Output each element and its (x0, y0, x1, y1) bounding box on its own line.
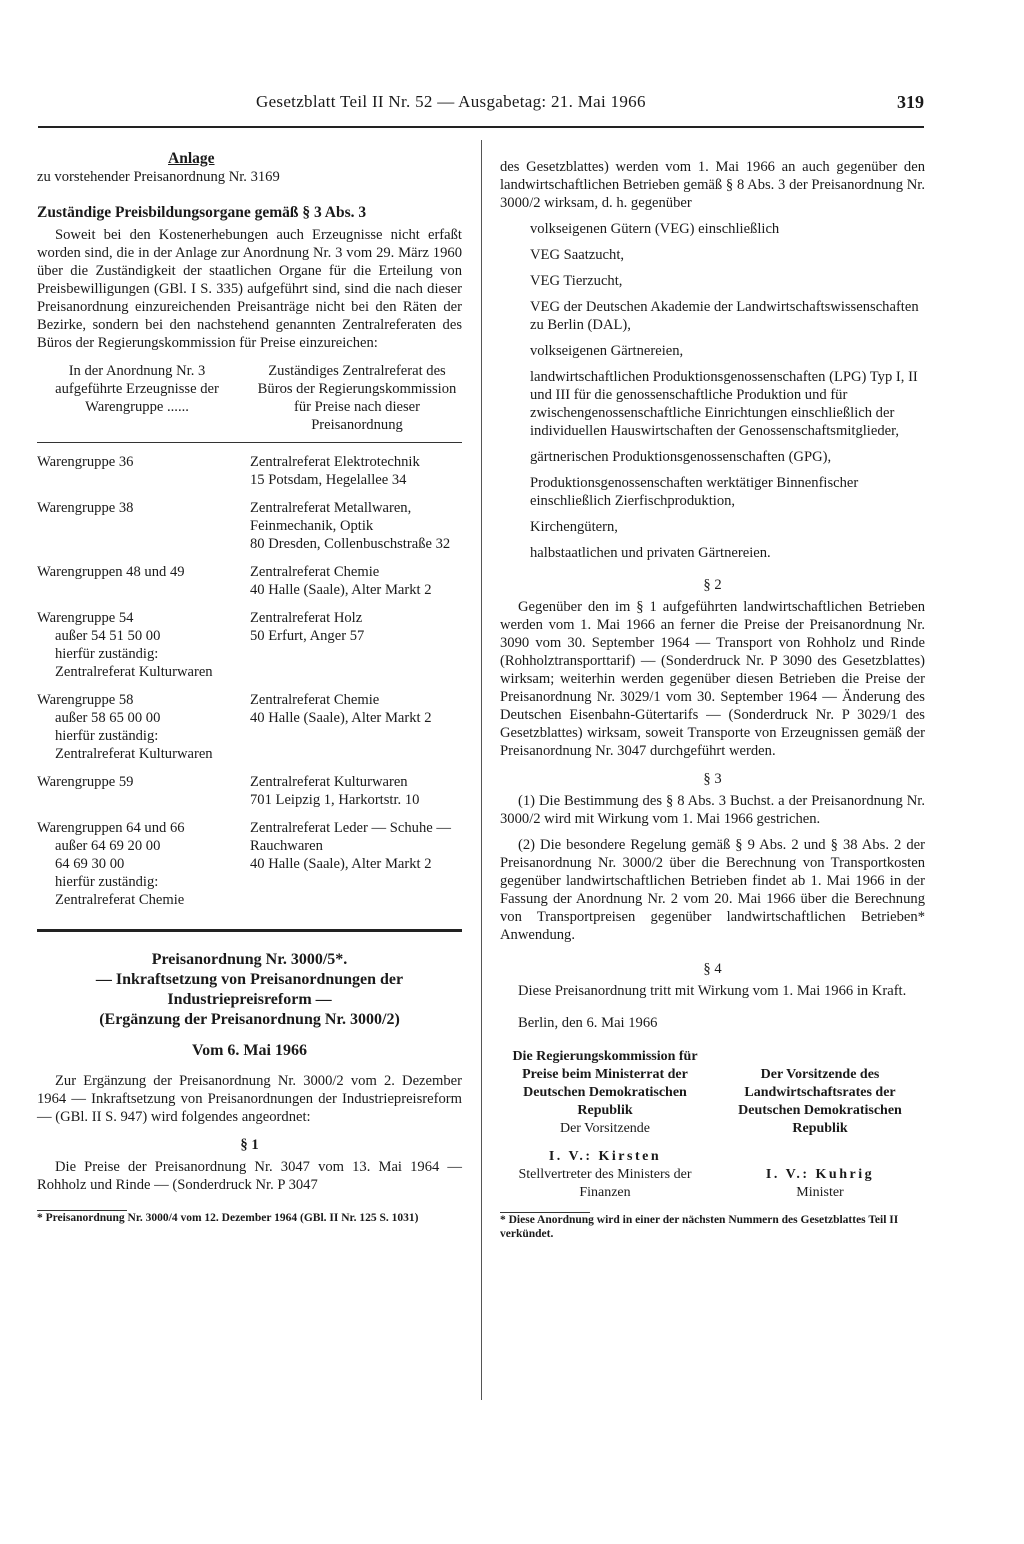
signature-left (500, 1048, 710, 1202)
warengruppe-label: Warengruppe 54 (37, 610, 134, 626)
list-item: volkseigenen Gärtnereien, (530, 343, 684, 359)
warengruppe-label: Warengruppen 64 und 66 (37, 820, 185, 836)
left-column (37, 150, 462, 1225)
section-1-sign: § 1 (240, 1137, 259, 1153)
warengruppe-cell (37, 691, 250, 763)
signature-right-authority: Der Vorsitzende des Landwirtschaftsrates der Deutschen Demokratischen Republik (738, 1067, 902, 1136)
signature-left-authority: Die Regierungskommission für Preise beim Ministerrat der Deutschen Demokratischen Republik (512, 1049, 698, 1118)
zentralreferat-cell: Zentralreferat Kulturwaren 701 Leipzig 1, Harkortstr. 10 (250, 774, 420, 808)
page-number: 319 (897, 92, 924, 112)
list-item: gärtnerischen Produktionsgenossenschaften (GPG), (530, 449, 832, 465)
header-title: Gesetzblatt Teil II Nr. 52 — Ausgabetag: 21. Mai 1966 (256, 92, 646, 111)
signature-right-name: I. V.: Kuhrig (765, 1167, 875, 1182)
warengruppe-label: Warengruppe 59 (37, 774, 134, 790)
list-item: VEG Tierzucht, (530, 273, 623, 289)
table-row (37, 819, 462, 909)
warengruppe-label: Warengruppen 48 und 49 (37, 564, 185, 580)
warengruppe-exception: außer 58 65 00 00 hierfür zuständig: Zentralreferat Kulturwaren (55, 710, 213, 762)
table-row (37, 453, 462, 489)
section-2-text: Gegenüber den im § 1 aufgeführten landwirtschaftlichen Betrieben werden vom 1. Mai 1966 an ferner die Preise der Preisanordnung Nr. 3090 vom 30. September 1964 — Transport von Rohholz und Rinde (Rohholztransporttarif) — (Sonderdruck Nr. P 3090 des Gesetzblattes) wirksam; weiterhin werden gegenüber diesen Betrieben die Preise der Preisanordnung Nr. 3029/1 vom 30. September 1964 — Änderung des Deutschen Eisenbahn-Gütertarifs — (Sonderdruck Nr. P 3029/1 des Gesetzblattes) wirksam, soweit Transporte von Erzeugnissen gemäß der Preisanordnung Nr. 3047 durchgeführt werden. (500, 599, 925, 759)
list-item: Kirchengütern, (530, 519, 618, 535)
beneficiary-list (500, 220, 925, 562)
list-item: Produktionsgenossenschaften werktätiger Binnenfischer einschließlich Zierfischproduktion, (530, 475, 859, 509)
table-row (37, 563, 462, 599)
zentralreferat-cell: Zentralreferat Chemie 40 Halle (Saale), Alter Markt 2 (250, 564, 432, 598)
zentralreferat-cell: Zentralreferat Chemie 40 Halle (Saale), Alter Markt 2 (250, 692, 432, 726)
warengruppe-exception: außer 54 51 50 00 hierfür zuständig: Zentralreferat Kulturwaren (55, 628, 213, 680)
po-title-1: Preisanordnung Nr. 3000/5*. (151, 951, 348, 968)
warengruppe-cell (37, 499, 250, 553)
signature-left-role: Der Vorsitzende (559, 1121, 651, 1136)
warengruppe-cell (37, 563, 250, 599)
section-2-sign: § 2 (703, 577, 722, 593)
section-4-text: Diese Preisanordnung tritt mit Wirkung vom 1. Mai 1966 in Kraft. (518, 983, 907, 999)
table-row (37, 691, 462, 763)
list-item: volkseigenen Gütern (VEG) einschließlich (530, 221, 780, 237)
section-rule (37, 929, 462, 932)
signature-left-title: Stellvertreter des Ministers der Finanzen (518, 1167, 692, 1200)
warengruppe-cell (37, 609, 250, 681)
warengruppe-label: Warengruppe 38 (37, 500, 134, 516)
po-title-3: (Ergänzung der Preisanordnung Nr. 3000/2) (99, 1011, 400, 1028)
continuation-paragraph: des Gesetzblattes) werden vom 1. Mai 1966 an auch gegenüber den landwirtschaftlichen Betrieben gemäß § 8 Abs. 3 der Preisanordnung Nr. 3000/2 wirksam, d. h. gegenüber (500, 159, 925, 211)
signature-left-name: I. V.: Kirsten (548, 1149, 662, 1164)
warengruppe-exception: außer 64 69 20 00 64 69 30 00 hierfür zuständig: Zentralreferat Chemie (55, 838, 185, 908)
section-4-sign: § 4 (703, 961, 722, 977)
section-heading: Zuständige Preisbildungsorgane gemäß § 3 Abs. 3 (37, 204, 367, 221)
list-item: VEG der Deutschen Akademie der Landwirtschaftswissenschaften zu Berlin (DAL), (530, 299, 919, 333)
table-header (37, 362, 462, 443)
signatures (500, 1048, 925, 1202)
zentralreferat-cell: Zentralreferat Metallwaren, Feinmechanik, Optik 80 Dresden, Collenbuschstraße 32 (250, 500, 451, 552)
warengruppe-cell (37, 453, 250, 489)
list-item: landwirtschaftlichen Produktionsgenossenschaften (LPG) Typ I, II und III für die genossenschaftliche Produktion und für zwischengenossenschaftliche Einrichtungen einschließlich der individuellen Hauswirtschaften der Genossenschaftsmitglieder, (530, 369, 918, 439)
table-row (37, 773, 462, 809)
po-title-2: — Inkraftsetzung von Preisanordnungen der Industriepreisreform — (95, 971, 404, 1008)
po-intro: Zur Ergänzung der Preisanordnung Nr. 3000/2 vom 2. Dezember 1964 — Inkraftsetzung von Preisanordnungen der Industriepreisreform — (GBl. II S. 947) wird folgendes angeordnet: (37, 1073, 462, 1125)
right-column (500, 158, 925, 1241)
anlage-subtitle: zu vorstehender Preisanordnung Nr. 3169 (37, 169, 280, 185)
table-header-right: Zuständiges Zentralreferat des Büros der Regierungskommission für Preise nach dieser Preisanordnung (257, 363, 457, 433)
zentralreferat-cell: Zentralreferat Holz 50 Erfurt, Anger 57 (250, 610, 365, 644)
warengruppe-cell (37, 819, 250, 909)
signature-right-title: Minister (796, 1185, 844, 1200)
right-footnote: * Diese Anordnung wird in einer der nächsten Nummern des Gesetzblattes Teil II verkündet. (500, 1214, 899, 1240)
section-3-sign: § 3 (703, 771, 722, 787)
table-row (37, 609, 462, 681)
po-date: Vom 6. Mai 1966 (192, 1042, 307, 1059)
signature-right (715, 1048, 925, 1202)
section-1-text: Die Preise der Preisanordnung Nr. 3047 vom 13. Mai 1964 — Rohholz und Rinde — (Sonderdruck Nr. P 3047 (37, 1159, 462, 1193)
left-footnote: * Preisanordnung Nr. 3000/4 vom 12. Dezember 1964 (GBl. II Nr. 125 S. 1031) (37, 1212, 419, 1224)
warengruppe-label: Warengruppe 58 (37, 692, 134, 708)
section-3-para-2: (2) Die besondere Regelung gemäß § 9 Abs. 2 und § 38 Abs. 2 der Preisanordnung Nr. 3000/2 über die Berechnung von Transportkosten gegenüber landwirtschaftlichen Betrieben findet ab 1. Mai 1966 in der Fassung der Anordnung Nr. 2 vom 20. Mai 1966 über die Berechnung von Transportpreisen gegenüber landwirtschaftlichen Betrieben* Anwendung. (500, 837, 925, 943)
intro-paragraph: Soweit bei den Kostenerhebungen auch Erzeugnisse nicht erfaßt worden sind, die in der Anlage zur Anordnung Nr. 3 vom 29. März 1960 über die Zuständigkeit der staatlichen Organe für die Erteilung von Preisbewilligungen (GBl. I S. 335) aufgeführt sind, sind die nach dieser Preisanordnung einzureichenden Preisanträge nicht bei den Räten der Bezirke, sondern bei den nachstehend genannten Zentralreferaten des Büros der Regierungskommission für Preise einzureichen: (37, 227, 462, 351)
place-date: Berlin, den 6. Mai 1966 (518, 1015, 658, 1031)
warengruppe-label: Warengruppe 36 (37, 454, 134, 470)
anlage-heading: Anlage (168, 150, 215, 167)
list-item: halbstaatlichen und privaten Gärtnereien. (530, 545, 771, 561)
section-3-para-1: (1) Die Bestimmung des § 8 Abs. 3 Buchst. a der Preisanordnung Nr. 3000/2 wird mit Wirkung vom 1. Mai 1966 gestrichen. (500, 793, 925, 827)
table-row (37, 499, 462, 553)
zentralreferat-cell: Zentralreferat Elektrotechnik 15 Potsdam, Hegelallee 34 (250, 454, 420, 488)
table-body (37, 453, 462, 909)
page-header (38, 92, 924, 128)
list-item: VEG Saatzucht, (530, 247, 625, 263)
zentralreferat-cell: Zentralreferat Leder — Schuhe — Rauchwaren 40 Halle (Saale), Alter Markt 2 (250, 820, 451, 872)
table-header-left: In der Anordnung Nr. 3 aufgeführte Erzeugnisse der Warengruppe ...... (55, 363, 219, 415)
column-divider (481, 140, 482, 1400)
warengruppe-cell (37, 773, 250, 809)
